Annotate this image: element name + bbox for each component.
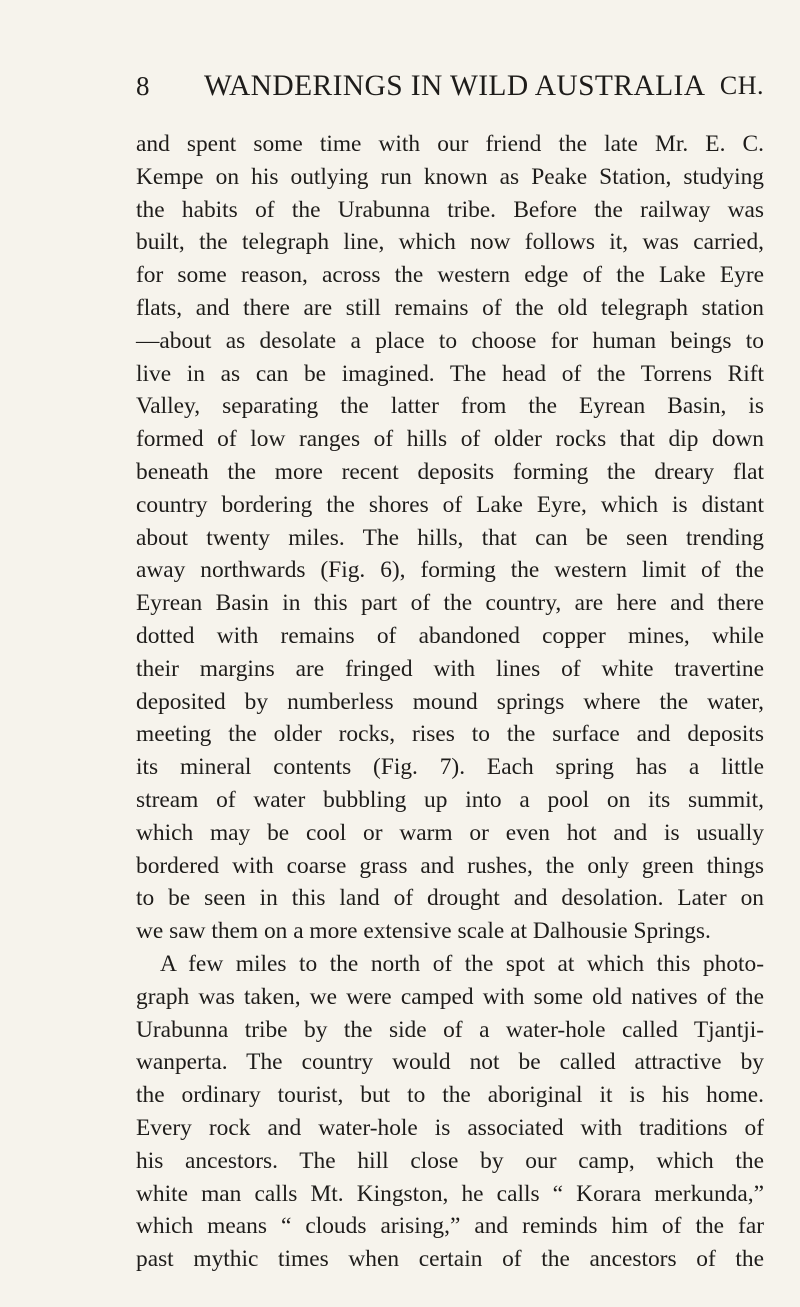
text-line: Urabunna tribe by the side of a water-hole called Tjantji- xyxy=(136,1016,764,1043)
text-line: country bordering the shores of Lake Eyre, which is distant xyxy=(136,491,764,518)
text-line: white man calls Mt. Kingston, he calls “ Korara merkunda,” xyxy=(136,1180,764,1207)
text-line: about twenty miles. The hills, that can be seen trending xyxy=(136,524,764,551)
text-line: Valley, separating the latter from the Eyrean Basin, is xyxy=(136,393,764,420)
text-line: stream of water bubbling up into a pool on its summit, xyxy=(136,786,764,813)
text-line: meeting the older rocks, rises to the surface and deposits xyxy=(136,721,764,748)
text-line: formed of low ranges of hills of older rocks that dip down xyxy=(136,426,764,453)
text-line: its mineral contents (Fig. 7). Each spring has a little xyxy=(136,754,764,781)
text-line: the habits of the Urabunna tribe. Before the railway was xyxy=(136,196,764,223)
text-line: flats, and there are still remains of the old telegraph station xyxy=(136,294,764,321)
text-line: beneath the more recent deposits forming the dreary flat xyxy=(136,458,764,485)
running-head: WANDERINGS IN WILD AUSTRALIA xyxy=(204,70,706,102)
text-line: live in as can be imagined. The head of the Torrens Rift xyxy=(136,360,764,387)
text-line: —about as desolate a place to choose for human beings to xyxy=(136,327,764,354)
text-line: which may be cool or warm or even hot and is usually xyxy=(136,819,764,846)
text-line: we saw them on a more extensive scale at Dalhousie Springs. xyxy=(136,918,711,945)
body-text xyxy=(136,128,764,1276)
text-line: bordered with coarse grass and rushes, the only green things xyxy=(136,852,764,879)
text-line: Eyrean Basin in this part of the country, are here and there xyxy=(136,590,764,617)
page-number: 8 xyxy=(136,71,150,101)
text-line: for some reason, across the western edge of the Lake Eyre xyxy=(136,262,764,289)
text-line: Kempe on his outlying run known as Peake Station, studying xyxy=(136,163,764,190)
text-line: the ordinary tourist, but to the aboriginal it is his home. xyxy=(136,1082,764,1109)
text-line: dotted with remains of abandoned copper mines, while xyxy=(136,622,764,649)
text-line: wanperta. The country would not be called attractive by xyxy=(136,1049,764,1076)
text-line: deposited by numberless mound springs where the water, xyxy=(136,688,764,715)
text-line: graph was taken, we were camped with some old natives of the xyxy=(136,983,764,1010)
text-line: away northwards (Fig. 6), forming the western limit of the xyxy=(136,557,764,584)
text-line: to be seen in this land of drought and desolation. Later on xyxy=(136,885,764,912)
text-line: Every rock and water-hole is associated with traditions of xyxy=(136,1114,764,1141)
text-line: which means “ clouds arising,” and reminds him of the far xyxy=(136,1213,764,1240)
text-line: and spent some time with our friend the late Mr. E. C. xyxy=(136,131,764,157)
page-header xyxy=(136,64,764,108)
text-line: past mythic times when certain of the ancestors of the xyxy=(136,1246,764,1273)
chapter-abbrev: CH. xyxy=(719,71,764,100)
text-line: built, the telegraph line, which now follows it, was carried, xyxy=(136,229,764,256)
text-line: their margins are fringed with lines of white travertine xyxy=(136,655,764,682)
text-line: A few miles to the north of the spot at which this photo- xyxy=(160,950,764,977)
text-line: his ancestors. The hill close by our camp, which the xyxy=(136,1147,764,1174)
